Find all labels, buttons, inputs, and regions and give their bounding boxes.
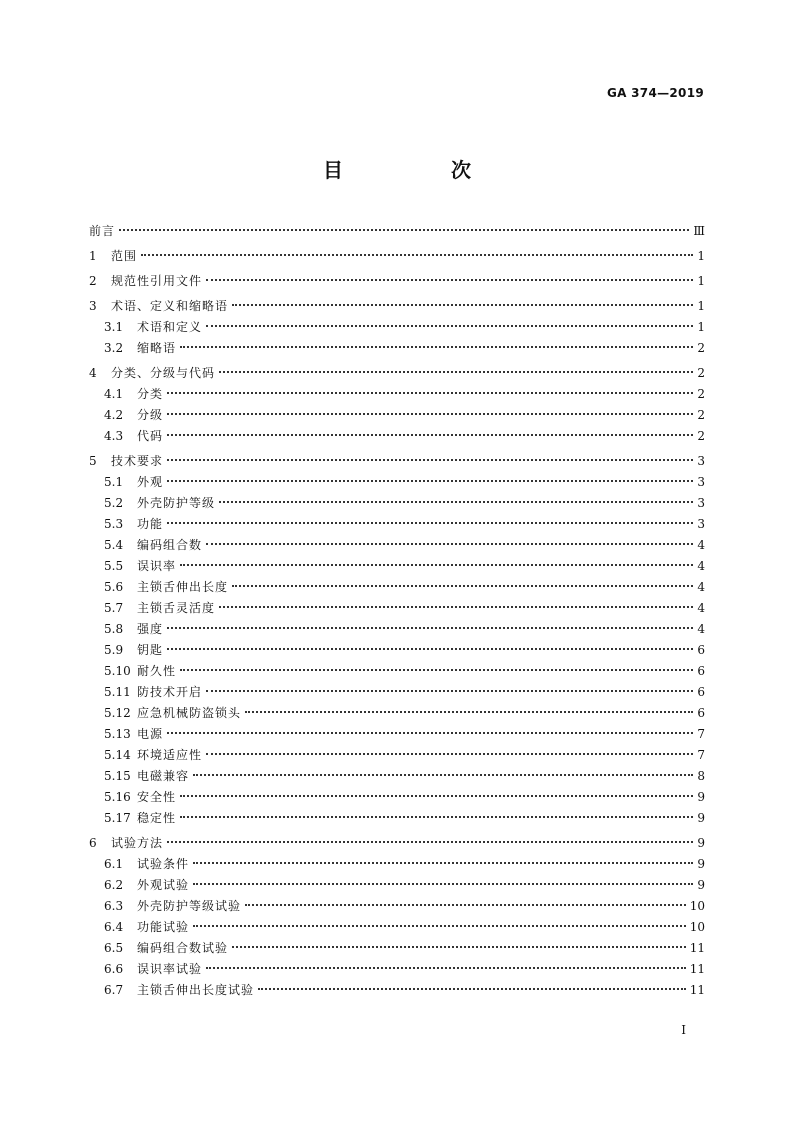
dot-leader: [193, 774, 693, 776]
toc-entry-title: 稳定性: [137, 811, 177, 825]
toc-entry-number: 4.1: [104, 387, 124, 401]
toc-entry[interactable]: [89, 661, 705, 682]
toc-entry-page: 6: [697, 706, 705, 720]
toc-entry-title: 环境适应性: [137, 748, 203, 762]
dot-leader: [258, 988, 686, 990]
dot-leader: [180, 795, 693, 797]
toc-entry-page: 9: [697, 878, 705, 892]
toc-entry[interactable]: [89, 724, 705, 745]
toc-entry-title: 技术要求: [111, 454, 164, 468]
toc-entry-title: 规范性引用文件: [111, 274, 203, 288]
toc-entry[interactable]: [89, 317, 705, 338]
dot-leader: [141, 254, 693, 256]
toc-entry[interactable]: [89, 959, 705, 980]
dot-leader: [180, 564, 693, 566]
toc-entry-number: 5.8: [104, 622, 124, 636]
toc-entry-title: 编码组合数试验: [137, 941, 229, 955]
dot-leader: [232, 585, 693, 587]
toc-entry-page: 10: [689, 920, 705, 934]
toc-entry-page: 3: [697, 517, 705, 531]
toc-entry-title: 耐久性: [137, 664, 177, 678]
dot-leader: [206, 279, 693, 281]
toc-entry-number: 6.2: [104, 878, 124, 892]
toc-entry-title: 分级: [137, 408, 164, 422]
toc-entry-number: 6.5: [104, 941, 124, 955]
toc-entry-number: 6: [89, 836, 97, 850]
toc-entry-title: 术语、定义和缩略语: [111, 299, 229, 313]
toc-entry[interactable]: [89, 514, 705, 535]
toc-entry-title: 应急机械防盗锁头: [137, 706, 242, 720]
toc-entry-title: 主锁舌伸出长度试验: [137, 983, 255, 997]
toc-entry-page: 10: [689, 899, 705, 913]
toc-entry-number: 6.3: [104, 899, 124, 913]
toc-entry[interactable]: [89, 363, 705, 384]
dot-leader: [167, 392, 693, 394]
toc-entry-page: 2: [697, 387, 705, 401]
dot-leader: [167, 522, 693, 524]
dot-leader: [167, 732, 693, 734]
document-code: GA 374—2019: [606, 86, 704, 100]
toc-entry[interactable]: [89, 535, 705, 556]
toc-entry-number: 4.2: [104, 408, 124, 422]
dot-leader: [245, 711, 693, 713]
toc-entry-number: 5.2: [104, 496, 124, 510]
toc-entry-title: 功能试验: [137, 920, 190, 934]
toc-entry[interactable]: [89, 787, 705, 808]
toc-entry-page: 6: [697, 643, 705, 657]
toc-entry-page: 11: [689, 941, 705, 955]
toc-entry-number: 1: [89, 249, 97, 263]
toc-entry[interactable]: [89, 766, 705, 787]
toc-entry-page: 1: [697, 249, 705, 263]
toc-entry[interactable]: [89, 938, 705, 959]
dot-leader: [167, 841, 693, 843]
toc-entry[interactable]: [89, 221, 705, 242]
toc-entry-page: 1: [697, 274, 705, 288]
toc-entry-page: 3: [697, 475, 705, 489]
toc-entry-number: 3.2: [104, 341, 124, 355]
dot-leader: [180, 346, 693, 348]
toc-entry-title: 防技术开启: [137, 685, 203, 699]
toc-entry-page: 2: [697, 341, 705, 355]
toc-entry-number: 5.5: [104, 559, 124, 573]
toc-entry[interactable]: [89, 875, 705, 896]
toc-entry-title: 电源: [137, 727, 164, 741]
dot-leader: [167, 413, 693, 415]
dot-leader: [206, 690, 693, 692]
toc-entry-number: 5.15: [104, 769, 131, 783]
toc-entry[interactable]: [89, 598, 705, 619]
toc-entry-title: 分类: [137, 387, 164, 401]
dot-leader: [219, 501, 693, 503]
toc-entry-number: 6.6: [104, 962, 124, 976]
toc-entry-title: 试验条件: [137, 857, 190, 871]
toc-entry-page: 9: [697, 836, 705, 850]
dot-leader: [232, 946, 686, 948]
toc-entry-number: 5.6: [104, 580, 124, 594]
toc-entry-title: 试验方法: [111, 836, 164, 850]
toc-entry-page: 2: [697, 429, 705, 443]
toc-entry-page: 9: [697, 790, 705, 804]
toc-entry-title: 范围: [111, 249, 138, 263]
toc-entry-title: 外观: [137, 475, 164, 489]
toc-entry-title: 前言: [89, 224, 116, 238]
toc-entry-number: 5.10: [104, 664, 131, 678]
table-of-contents: [89, 221, 705, 1001]
toc-entry-number: 5.11: [104, 685, 131, 699]
dot-leader: [167, 434, 693, 436]
toc-entry-number: 2: [89, 274, 97, 288]
toc-entry-page: 11: [689, 962, 705, 976]
toc-entry-page: 4: [697, 538, 705, 552]
toc-entry[interactable]: [89, 896, 705, 917]
toc-entry[interactable]: [89, 493, 705, 514]
toc-entry-page: 9: [697, 857, 705, 871]
dot-leader: [206, 325, 693, 327]
toc-entry[interactable]: [89, 703, 705, 724]
toc-entry-title: 外壳防护等级试验: [137, 899, 242, 913]
toc-entry-page: 11: [689, 983, 705, 997]
toc-entry-title: 钥匙: [137, 643, 164, 657]
toc-entry-number: 5.14: [104, 748, 131, 762]
toc-entry[interactable]: [89, 384, 705, 405]
toc-entry[interactable]: [89, 640, 705, 661]
toc-entry-number: 6.1: [104, 857, 124, 871]
toc-entry[interactable]: [89, 296, 705, 317]
toc-entry-page: 8: [697, 769, 705, 783]
toc-entry-number: 5.3: [104, 517, 124, 531]
toc-entry-number: 5.1: [104, 475, 124, 489]
toc-entry-page: 7: [697, 727, 705, 741]
dot-leader: [232, 304, 693, 306]
toc-entry-number: 3.1: [104, 320, 124, 334]
toc-entry[interactable]: [89, 980, 705, 1001]
dot-leader: [167, 480, 693, 482]
toc-entry[interactable]: [89, 917, 705, 938]
dot-leader: [193, 862, 693, 864]
toc-entry-title: 主锁舌伸出长度: [137, 580, 229, 594]
toc-entry-number: 5.7: [104, 601, 124, 615]
dot-leader: [167, 648, 693, 650]
toc-entry-page: 9: [697, 811, 705, 825]
toc-entry-title: 功能: [137, 517, 164, 531]
toc-entry-title: 外观试验: [137, 878, 190, 892]
toc-entry-page: Ⅲ: [693, 224, 705, 238]
dot-leader: [167, 627, 693, 629]
toc-entry-number: 5.9: [104, 643, 124, 657]
toc-entry-page: 4: [697, 622, 705, 636]
toc-entry-title: 外壳防护等级: [137, 496, 216, 510]
dot-leader: [119, 229, 689, 231]
toc-entry-title: 缩略语: [137, 341, 177, 355]
toc-entry[interactable]: [89, 577, 705, 598]
toc-entry[interactable]: [89, 833, 705, 854]
toc-entry-page: 4: [697, 580, 705, 594]
toc-entry-title: 主锁舌灵活度: [137, 601, 216, 615]
dot-leader: [206, 543, 693, 545]
toc-entry[interactable]: [89, 745, 705, 766]
toc-entry-title: 电磁兼容: [137, 769, 190, 783]
toc-entry-title: 编码组合数: [137, 538, 203, 552]
toc-entry-page: 6: [697, 664, 705, 678]
toc-entry[interactable]: [89, 854, 705, 875]
dot-leader: [167, 459, 693, 461]
toc-entry-number: 3: [89, 299, 97, 313]
page-title: 目 次: [323, 158, 515, 182]
toc-entry-title: 分类、分级与代码: [111, 366, 216, 380]
dot-leader: [219, 606, 693, 608]
toc-entry-number: 5.16: [104, 790, 131, 804]
toc-entry[interactable]: [89, 808, 705, 829]
toc-entry[interactable]: [89, 451, 705, 472]
toc-entry-number: 4: [89, 366, 97, 380]
dot-leader: [206, 967, 686, 969]
toc-entry-number: 5.4: [104, 538, 124, 552]
toc-entry-title: 误识率: [137, 559, 177, 573]
toc-entry[interactable]: [89, 682, 705, 703]
toc-entry[interactable]: [89, 472, 705, 493]
toc-entry-number: 6.7: [104, 983, 124, 997]
dot-leader: [245, 904, 686, 906]
toc-entry-number: 5.13: [104, 727, 131, 741]
dot-leader: [180, 816, 693, 818]
toc-entry-title: 安全性: [137, 790, 177, 804]
dot-leader: [180, 669, 693, 671]
toc-entry[interactable]: [89, 271, 705, 292]
toc-entry-page: 3: [697, 454, 705, 468]
toc-entry-number: 5: [89, 454, 97, 468]
toc-entry[interactable]: [89, 556, 705, 577]
toc-entry[interactable]: [89, 619, 705, 640]
toc-entry[interactable]: [89, 426, 705, 447]
toc-entry-page: 4: [697, 601, 705, 615]
toc-entry-page: 4: [697, 559, 705, 573]
page-number: Ⅰ: [681, 1023, 686, 1037]
toc-entry-title: 术语和定义: [137, 320, 203, 334]
toc-entry-page: 1: [697, 299, 705, 313]
dot-leader: [193, 883, 693, 885]
toc-entry-number: 6.4: [104, 920, 124, 934]
toc-entry[interactable]: [89, 405, 705, 426]
toc-entry-title: 强度: [137, 622, 164, 636]
dot-leader: [206, 753, 693, 755]
toc-entry-title: 误识率试验: [137, 962, 203, 976]
dot-leader: [219, 371, 693, 373]
toc-entry-page: 2: [697, 366, 705, 380]
toc-entry-number: 5.12: [104, 706, 131, 720]
toc-entry-number: 5.17: [104, 811, 131, 825]
dot-leader: [193, 925, 686, 927]
toc-entry-page: 6: [697, 685, 705, 699]
toc-entry-page: 1: [697, 320, 705, 334]
toc-entry-page: 7: [697, 748, 705, 762]
toc-entry-page: 2: [697, 408, 705, 422]
toc-entry-title: 代码: [137, 429, 164, 443]
toc-entry[interactable]: [89, 338, 705, 359]
toc-entry[interactable]: [89, 246, 705, 267]
toc-entry-number: 4.3: [104, 429, 124, 443]
toc-entry-page: 3: [697, 496, 705, 510]
